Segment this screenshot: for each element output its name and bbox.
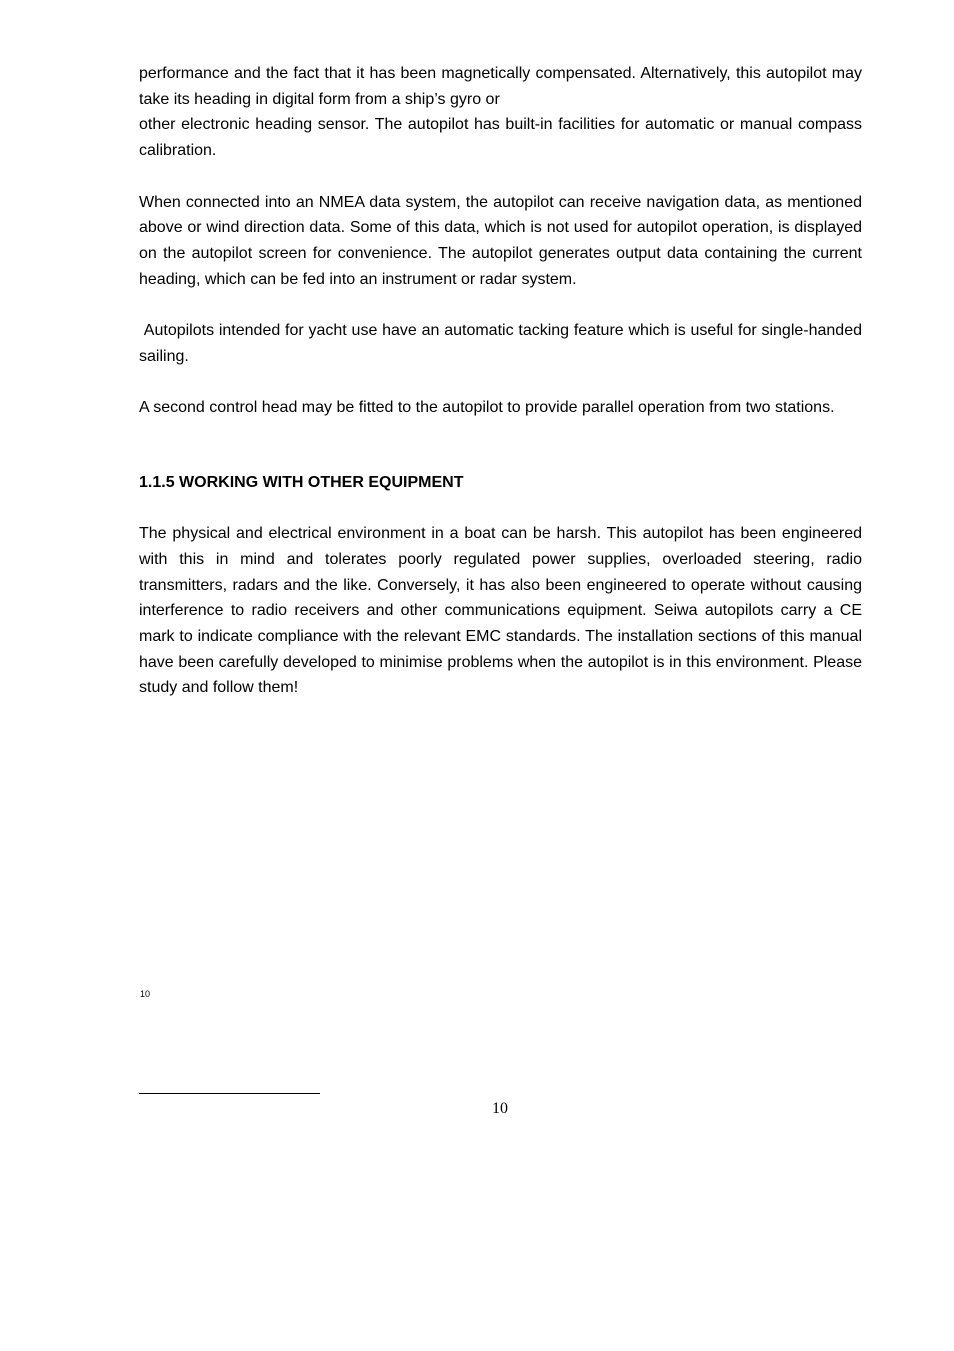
section-heading: 1.1.5 WORKING WITH OTHER EQUIPMENT [139,473,464,491]
footnote-divider [139,1093,320,1094]
paragraph-nmea: When connected into an NMEA data system, the autopilot can receive navigation data, as mentioned above or wind direction data. Some of this data, which is not used for autopilot operation, is displayed on the autopilot screen for convenience. The autopilot generates output data containing the current heading, which can be fed into an instrument or radar system. [139,193,862,288]
page-number: 10 [492,1100,508,1117]
paragraph-heading-sensor-part2: other electronic heading sensor. The autopilot has built-in facilities for automatic or manual compass calibration. [139,116,862,160]
paragraph-gap [139,164,862,190]
paragraph-gap [139,496,862,522]
paragraph-environment: The physical and electrical environment in a boat can be harsh. This autopilot has been engineered with this in mind and tolerates poorly regulated power supplies, overloaded steering, radio transmitters, radars and the like. Conversely, it has also been engineered to operate without causing interference to radio receivers and other communications equipment. Seiwa autopilots carry a CE mark to indicate compliance with the relevant EMC standards. The installation sections of this manual have been carefully developed to minimise problems when the autopilot is in this environment. Please study and follow them! [139,525,862,697]
paragraph-gap [139,369,862,395]
paragraph-heading-sensor-part1: performance and the fact that it has been magnetically compensated. Alternatively, this autopilot may take its heading in digital form from a ship’s gyro or [139,65,862,108]
footnote-mark: 10 [140,989,151,999]
paragraph-tacking: Autopilots intended for yacht use have an automatic tacking feature which is useful for single-handed sailing. [139,322,867,365]
section-gap [139,421,862,470]
paragraph-second-control-head: A second control head may be fitted to the autopilot to provide parallel operation from two stations. [139,399,835,417]
page-body [139,61,867,701]
paragraph-gap [139,292,862,318]
